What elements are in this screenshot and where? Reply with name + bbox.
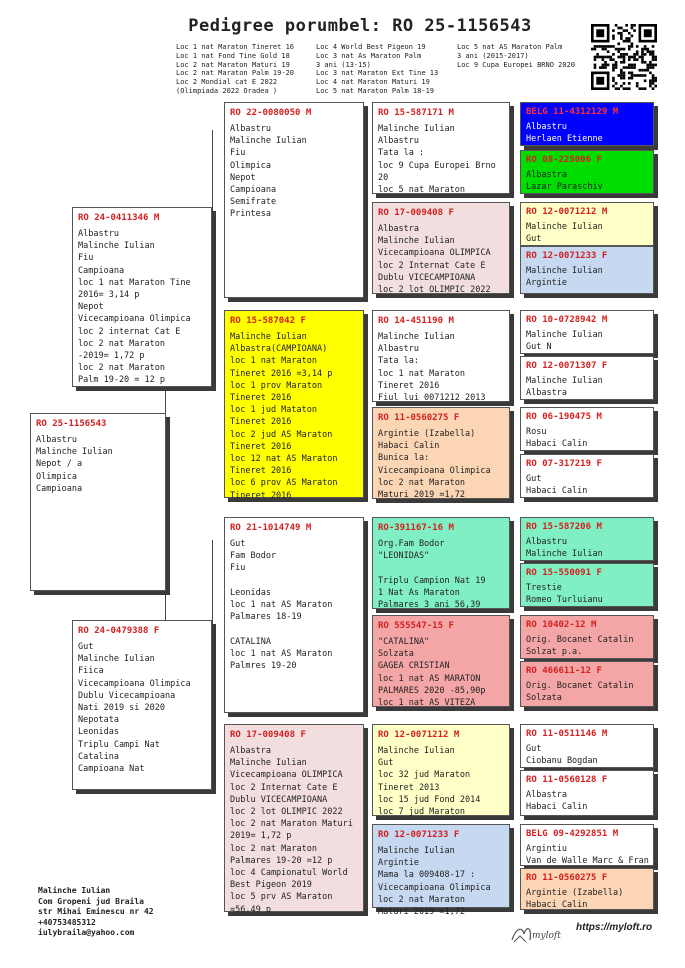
- text-line: Loc 4 nat Maraton Maturi 19: [316, 78, 430, 87]
- pigeon-info-line: Nepotata: [78, 715, 119, 726]
- pigeon-info-line: loc 2 nat Maraton: [78, 338, 165, 349]
- pigeon-info-line: Orig. Bocanet Catalin: [526, 635, 634, 645]
- pigeon-card-g5-10[interactable]: [520, 563, 654, 607]
- text-line: iulybraila@yahoo.com: [38, 928, 135, 937]
- pigeon-info-line: Olimpica: [36, 471, 77, 482]
- text-line: Loc 1 nat Fond Tine Gold 18: [176, 51, 290, 60]
- pigeon-info-line: Rosu: [526, 427, 547, 437]
- pigeon-info-line: loc 2 internat Cat E: [78, 326, 181, 337]
- pigeon-info-line: Palmres 19-20: [230, 661, 297, 672]
- ring-number: RO 11-0560275 F: [526, 873, 608, 883]
- pigeon-info-line: loc 15 jud Fond 2014: [378, 794, 481, 805]
- pigeon-info-line: loc 2 Internat Cate E: [378, 260, 486, 271]
- pigeon-info-line: Albastra: [230, 746, 271, 756]
- ring-number: RO 11-0560275 F: [378, 413, 460, 423]
- text-line: Loc 2 nat Maraton Maturi 19: [176, 60, 290, 69]
- pigeon-info-line: GAGEA CRISTIAN: [378, 661, 450, 672]
- pigeon-info-line: Albastra(CAMPIOANA): [230, 344, 328, 355]
- website-link[interactable]: https://myloft.ro: [576, 922, 653, 933]
- text-line: Loc 5 nat AS Maraton Palm: [457, 43, 563, 51]
- pigeon-card-dam-dam[interactable]: [224, 724, 364, 915]
- text-line: Loc 3 nat As Maraton Palm: [316, 51, 422, 60]
- ring-number: RO 11-0511146 M: [526, 729, 608, 739]
- pigeon-card-dam[interactable]: [72, 620, 212, 790]
- ring-number: RO 14-451190 M: [378, 316, 454, 326]
- pigeon-card-g5-8[interactable]: [520, 454, 654, 498]
- pigeon-info-line: Albastru: [78, 229, 119, 239]
- pigeon-info-line: "LEONIDAS": [378, 551, 430, 562]
- ring-number: RO 25-1156543: [36, 419, 107, 429]
- pigeon-info-line: Tineret 2016 =3,14 p: [230, 368, 333, 379]
- qr-code-icon: [591, 24, 657, 90]
- pigeon-info-line: Habaci Calin: [378, 441, 440, 452]
- ring-number: RO 15-587171 M: [378, 108, 454, 118]
- pigeon-info-line: Gut: [230, 539, 246, 549]
- pigeon-info-line: Catalina: [78, 751, 119, 762]
- page-title: Pedigree porumbel: RO 25-1156543: [188, 16, 532, 36]
- pigeon-card-g5-15[interactable]: [520, 824, 654, 866]
- pigeon-info-line: Tata la :: [378, 148, 425, 159]
- pigeon-info-line: Ciobanu Bogdan: [526, 756, 598, 767]
- pigeon-info-line: loc 1 jud Mataton: [230, 405, 317, 416]
- connector-line: [212, 130, 213, 350]
- pigeon-card-dsd[interactable]: [372, 615, 510, 707]
- text-line: Malinche Iulian: [38, 886, 111, 895]
- pigeon-card-dss[interactable]: [372, 517, 510, 609]
- pigeon-info-line: loc 12 nat AS Maraton: [230, 454, 338, 465]
- pigeon-info-line: Albastra: [526, 388, 567, 399]
- ring-number: RO 466611-12 F: [526, 666, 602, 676]
- pigeon-card-g5-9[interactable]: [520, 517, 654, 561]
- text-line: Loc 1 nat Maraton Tineret 16: [176, 43, 295, 51]
- pigeon-info-line: Vicecampioana Olimpica: [378, 465, 491, 476]
- pigeon-info-line: 2016= 3,14 p: [78, 290, 140, 301]
- pigeon-info-line: Malinche Iulian: [36, 447, 113, 458]
- pigeon-info-line: Tineret 2013: [378, 782, 440, 793]
- pigeon-info-line: Albastra: [526, 790, 567, 800]
- pigeon-info-line: 2019= 1,72 p: [230, 831, 292, 842]
- pigeon-info-line: Dublu VICECAMPIOANA: [378, 272, 476, 283]
- pigeon-info-line: loc 6 prov AS Maraton: [230, 478, 338, 489]
- pigeon-info-line: Gut: [378, 758, 394, 769]
- text-line: Loc 9 Cupa Europei BRNO 2020: [457, 60, 576, 69]
- ring-number: RO 15-550091 F: [526, 568, 602, 578]
- pigeon-info-line: Fiul lui 0071212 2013: [378, 393, 486, 404]
- pigeon-info-line: Malinche Iulian: [378, 846, 455, 856]
- pigeon-info-line: Bunica la:: [378, 453, 430, 464]
- pigeon-info-line: Malinche Iulian: [378, 124, 455, 134]
- pigeon-info-line: Gut: [526, 744, 542, 754]
- pigeon-info-line: Malinche Iulian: [526, 222, 603, 232]
- pigeon-info-line: Mama la 009408-17 :: [378, 870, 476, 881]
- pigeon-info-line: Albastra: [378, 224, 419, 234]
- ring-number: RO 12-0071212 M: [378, 730, 460, 740]
- pigeon-info-line: Albastru: [36, 435, 77, 445]
- pigeon-info-line: Lazar Paraschiv: [526, 182, 603, 193]
- pigeon-info-line: Leonidas: [78, 727, 119, 738]
- text-line: Loc 2 nat Maraton Palm 19-20: [176, 69, 295, 78]
- pigeon-info-line: Malinche Iulian: [378, 332, 455, 342]
- pigeon-info-line: Argintie: [526, 278, 567, 289]
- pigeon-card-g5-3[interactable]: [520, 202, 654, 246]
- pigeon-info-line: =56,49 p: [230, 904, 271, 915]
- ring-number: RO 17-009408 F: [230, 730, 306, 740]
- pigeon-info-line: loc 2 lot OLIMPIC 2022: [378, 285, 491, 296]
- pigeon-info-line: Habaci Calin: [526, 900, 588, 911]
- pigeon-info-line: 1 Nat As Maraton: [378, 587, 460, 598]
- pigeon-card-sire[interactable]: [72, 207, 212, 387]
- pigeon-info-line: Palmares 19-20 =12 p: [230, 855, 333, 866]
- pigeon-info-line: loc 5 prv AS Maraton: [230, 892, 333, 903]
- pigeon-info-line: Malinche Iulian: [78, 654, 155, 665]
- pigeon-info-line: Malinche Iulian: [230, 136, 307, 147]
- pigeon-info-line: loc 1 nat AS MARATON: [378, 673, 481, 684]
- pigeon-info-line: Campioana: [78, 265, 125, 276]
- pigeon-info-line: loc 1 prov Maraton: [230, 380, 323, 391]
- pigeon-info-line: PALMARES 2020 -85,90p: [378, 685, 486, 696]
- text-line: Loc 5 nat Maraton Palm 18-19: [316, 86, 435, 95]
- pigeon-card-g5-12[interactable]: [520, 661, 654, 707]
- pigeon-card-subject[interactable]: [30, 413, 166, 591]
- pigeon-card-g5-14[interactable]: [520, 770, 654, 816]
- pigeon-info-line: 20: [378, 172, 389, 183]
- pigeon-info-line: Malinche Iulian: [526, 266, 603, 276]
- pigeon-info-line: Best Pigeon 2019: [230, 880, 312, 891]
- pigeon-info-line: Albastru: [526, 537, 567, 547]
- pigeon-info-line: Van de Walle Marc & Fran: [526, 856, 649, 867]
- pigeon-info-line: Vicecampioana Olimpica: [78, 678, 191, 689]
- pigeon-info-line: Argintiu: [526, 844, 567, 854]
- pigeon-card-sss[interactable]: [372, 102, 510, 194]
- pigeon-card-g5-5[interactable]: [520, 310, 654, 354]
- pigeon-card-dam-sire[interactable]: [224, 517, 364, 713]
- pigeon-info-line: loc 2 lot OLIMPIC 2022: [230, 807, 343, 818]
- pigeon-info-line: loc 1 nat AS VITEZA: [378, 698, 476, 709]
- ring-number: RO 10-0728942 M: [526, 315, 608, 325]
- pigeon-info-line: Gut: [78, 642, 94, 652]
- pigeon-info-line: Fiu: [78, 253, 94, 264]
- pigeon-card-sire-sire[interactable]: [224, 102, 364, 298]
- pigeon-info-line: loc 1 nat AS Maraton: [230, 600, 333, 611]
- pigeon-info-line: Nati 2019 si 2020: [78, 703, 165, 714]
- pigeon-info-line: loc 4 Campionatul World: [230, 868, 348, 879]
- ring-number: RO 555547-15 F: [378, 621, 454, 631]
- pigeon-info-line: Albastru: [526, 122, 567, 132]
- pigeon-card-g5-1[interactable]: [520, 102, 654, 146]
- ring-number: RO 08-225006 F: [526, 155, 602, 165]
- pigeon-info-line: "CATALINA": [378, 637, 430, 647]
- pigeon-info-line: Orig. Bocanet Catalin: [526, 681, 634, 691]
- pigeon-info-line: Dublu Vicecampioana: [78, 690, 176, 701]
- ring-number: RO 21-1014749 M: [230, 523, 312, 533]
- pigeon-info-line: Solzata: [378, 649, 414, 660]
- pigeon-info-line: Tata la:: [378, 356, 419, 367]
- myloft-logo: [508, 918, 568, 948]
- pigeon-info-line: Herlaen Etienne: [526, 134, 603, 145]
- logo-text: myloft: [532, 931, 561, 941]
- pigeon-info-line: -2019= 1,72 p: [78, 351, 145, 362]
- achievements-col-2: [316, 43, 438, 96]
- pigeon-info-line: Nepot / a: [36, 459, 83, 470]
- pigeon-card-g5-2[interactable]: [520, 150, 654, 194]
- pigeon-info-line: Gut: [526, 234, 542, 245]
- pigeon-info-line: Fiu: [230, 148, 246, 159]
- text-line: str Mihai Eminescu nr 42: [38, 907, 154, 916]
- pigeon-info-line: Malinche Iulian: [526, 330, 603, 340]
- pigeon-info-line: Tineret 2016: [378, 380, 440, 391]
- pigeon-info-line: loc 7 jud Maraton: [378, 807, 465, 818]
- pigeon-info-line: loc 2 nat Maraton: [378, 477, 465, 488]
- pigeon-info-line: Campioana Nat: [78, 764, 145, 775]
- achievements-col-1: [176, 43, 294, 96]
- pigeon-card-g5-13[interactable]: [520, 724, 654, 768]
- pigeon-info-line: Tineret 2016: [230, 441, 292, 452]
- pigeon-info-line: Vicecampioana Olimpica: [378, 882, 491, 893]
- text-line: Loc 3 nat Maraton Ext Tine 13: [316, 69, 439, 78]
- pigeon-info-line: Semifrate: [230, 197, 277, 208]
- pigeon-info-line: Maturi 2019 =1,72: [378, 490, 465, 501]
- ring-number: RO 24-0411346 M: [78, 213, 160, 223]
- pigeon-card-ssd[interactable]: [372, 202, 510, 294]
- pigeon-info-line: loc 1 nat Maraton: [378, 368, 465, 379]
- pigeon-info-line: loc 2 Internat Cate E: [230, 782, 338, 793]
- pigeon-info-line: Campioana: [230, 185, 277, 196]
- pigeon-info-line: Nepot: [78, 302, 104, 313]
- pigeon-info-line: Malinche Iulian: [526, 376, 603, 386]
- pigeon-info-line: loc 1 nat Maraton: [230, 356, 317, 367]
- pigeon-info-line: loc 5 nat Maraton: [378, 185, 465, 196]
- pigeon-card-sds[interactable]: [372, 310, 510, 402]
- pigeon-info-line: loc 32 jud Maraton: [378, 770, 471, 781]
- pigeon-info-line: loc 2 nat Maraton: [78, 363, 165, 374]
- pigeon-info-line: Leonidas: [230, 587, 271, 598]
- pigeon-info-line: Tineret 2016: [230, 490, 292, 501]
- connector-line: [212, 540, 213, 770]
- pigeon-info-line: Malinche Iulian: [230, 332, 307, 342]
- pigeon-info-line: Romeo Turluianu: [526, 595, 603, 606]
- pigeon-card-g5-7[interactable]: [520, 407, 654, 451]
- pigeon-info-line: Albastru: [230, 124, 271, 134]
- ring-number: RO 22-0080050 M: [230, 108, 312, 118]
- pigeon-info-line: Habaci Calin: [526, 802, 588, 813]
- pigeon-info-line: Triplu Campi Nat: [78, 739, 160, 750]
- pigeon-info-line: loc 1 nat Maraton Tine: [78, 277, 191, 288]
- text-line: Loc 4 World Best Pigeon 19: [316, 43, 426, 51]
- pigeon-card-ddd[interactable]: [372, 824, 510, 918]
- ring-number: RO-391167-16 M: [378, 523, 454, 533]
- pigeon-card-dds[interactable]: [372, 724, 510, 816]
- pigeon-info-line: loc 2 nat Maraton Maturi: [230, 819, 353, 830]
- ring-number: RO 15-587206 M: [526, 522, 602, 532]
- pigeon-info-line: loc 2 jud AS Maraton: [230, 429, 333, 440]
- ring-number: RO 24-0479388 F: [78, 626, 160, 636]
- pigeon-info-line: Malinche Iulian: [378, 236, 455, 247]
- pigeon-info-line: Olimpica: [230, 160, 271, 171]
- pigeon-card-g5-4[interactable]: [520, 246, 654, 294]
- pigeon-info-line: [230, 575, 358, 587]
- pigeon-info-line: loc 1 nat AS Maraton: [230, 648, 333, 659]
- text-line: 3 ani (13-15): [316, 60, 371, 69]
- pigeon-info-line: Albastru: [378, 136, 419, 147]
- ring-number: RO 12-0071233 F: [378, 830, 460, 840]
- pigeon-info-line: Solzata: [526, 693, 562, 704]
- pigeon-info-line: Malinche Iulian: [78, 241, 155, 252]
- ring-number: RO 17-009408 F: [378, 208, 454, 218]
- pigeon-info-line: Vicecampioana Olimpica: [78, 314, 191, 325]
- pigeon-card-sire-dam[interactable]: [224, 310, 364, 501]
- pigeon-info-line: Vicecampioana OLIMPICA: [378, 248, 491, 259]
- pigeon-card-g5-16[interactable]: [520, 868, 654, 910]
- pigeon-info-line: Malinche Iulian: [378, 746, 455, 756]
- pigeon-info-line: Maturi 2019 =1,72: [378, 907, 465, 918]
- ring-number: RO 07-317219 F: [526, 459, 602, 469]
- pigeon-card-g5-6[interactable]: [520, 356, 654, 400]
- pigeon-info-line: Tineret 2016: [230, 466, 292, 477]
- text-line: Loc 2 Mondial cat E 2022: [176, 78, 278, 87]
- pigeon-info-line: Nepot: [230, 172, 256, 183]
- pigeon-info-line: Tineret 2016: [230, 393, 292, 404]
- pigeon-info-line: Albastru: [378, 344, 419, 355]
- text-line: (Olimpiada 2022 Oradea ): [176, 86, 278, 95]
- pigeon-info-line: loc 9 Cupa Europei Brno: [378, 160, 496, 171]
- pigeon-info-line: Trestie: [526, 583, 562, 593]
- pigeon-info-line: Fiica: [78, 666, 104, 677]
- pigeon-info-line: Dublu VICECAMPIOANA: [230, 794, 328, 805]
- pigeon-info-line: Campioana: [36, 483, 83, 494]
- pigeon-info-line: Argintie (Izabella): [378, 429, 476, 439]
- pigeon-info-line: Triplu Campion Nat 19: [378, 575, 486, 586]
- ring-number: RO 06-190475 M: [526, 412, 602, 422]
- ring-number: RO 12-0071307 F: [526, 361, 608, 371]
- pigeon-info-line: Habaci Calin: [526, 439, 588, 450]
- pigeon-info-line: Gut: [526, 474, 542, 484]
- pigeon-info-line: loc 2 nat Maraton: [230, 843, 317, 854]
- ring-number: RO 11-0560128 F: [526, 775, 608, 785]
- pigeon-info-line: Albastra: [526, 170, 567, 180]
- pigeon-info-line: Org.Fam Bodor: [378, 539, 445, 549]
- pigeon-info-line: [378, 562, 504, 574]
- pigeon-info-line: Argintie: [378, 858, 419, 869]
- text-line: +40753485312: [38, 917, 96, 927]
- pigeon-info-line: Solzat p.a.: [526, 647, 583, 658]
- pigeon-info-line: Fiu: [230, 563, 246, 574]
- ring-number: RO 12-0071233 F: [526, 251, 608, 261]
- ring-number: RO 15-587042 F: [230, 316, 306, 326]
- achievements-col-3: [457, 43, 575, 69]
- pigeon-info-line: Gut N: [526, 342, 552, 353]
- ring-number: BELG 09-4292851 M: [526, 829, 619, 839]
- pigeon-info-line: Malinche Iulian: [230, 758, 307, 769]
- pigeon-info-line: Malinche Iulian: [526, 549, 603, 560]
- pigeon-info-line: Palmares 18-19: [230, 612, 302, 623]
- pigeon-info-line: Vicecampioana OLIMPICA: [230, 770, 343, 781]
- pigeon-info-line: [230, 623, 358, 635]
- pigeon-info-line: Tineret 2016: [230, 417, 292, 428]
- pigeon-info-line: Printesa: [230, 209, 271, 220]
- pigeon-info-line: loc 2 nat Maraton: [378, 894, 465, 905]
- pigeon-card-g5-11[interactable]: [520, 615, 654, 659]
- pigeon-info-line: Palmares 3 ani 56,39: [378, 600, 481, 611]
- pigeon-info-line: Palm 19-20 = 12 p: [78, 375, 165, 386]
- breeder-contact: [38, 886, 154, 939]
- pigeon-info-line: Habaci Calin: [526, 486, 588, 497]
- pigeon-info-line: Argintie (Izabella): [526, 888, 624, 898]
- pigeon-card-sdd[interactable]: [372, 407, 510, 499]
- ring-number: BELG 11-4312129 M: [526, 107, 619, 117]
- ring-number: RO 12-0071212 M: [526, 207, 608, 217]
- ring-number: RO 10402-12 M: [526, 620, 597, 630]
- pigeon-info-line: Fam Bodor: [230, 551, 277, 562]
- text-line: 3 ani (2015-2017): [457, 51, 529, 60]
- text-line: Com Gropeni jud Braila: [38, 896, 144, 906]
- pigeon-info-line: CATALINA: [230, 636, 271, 647]
